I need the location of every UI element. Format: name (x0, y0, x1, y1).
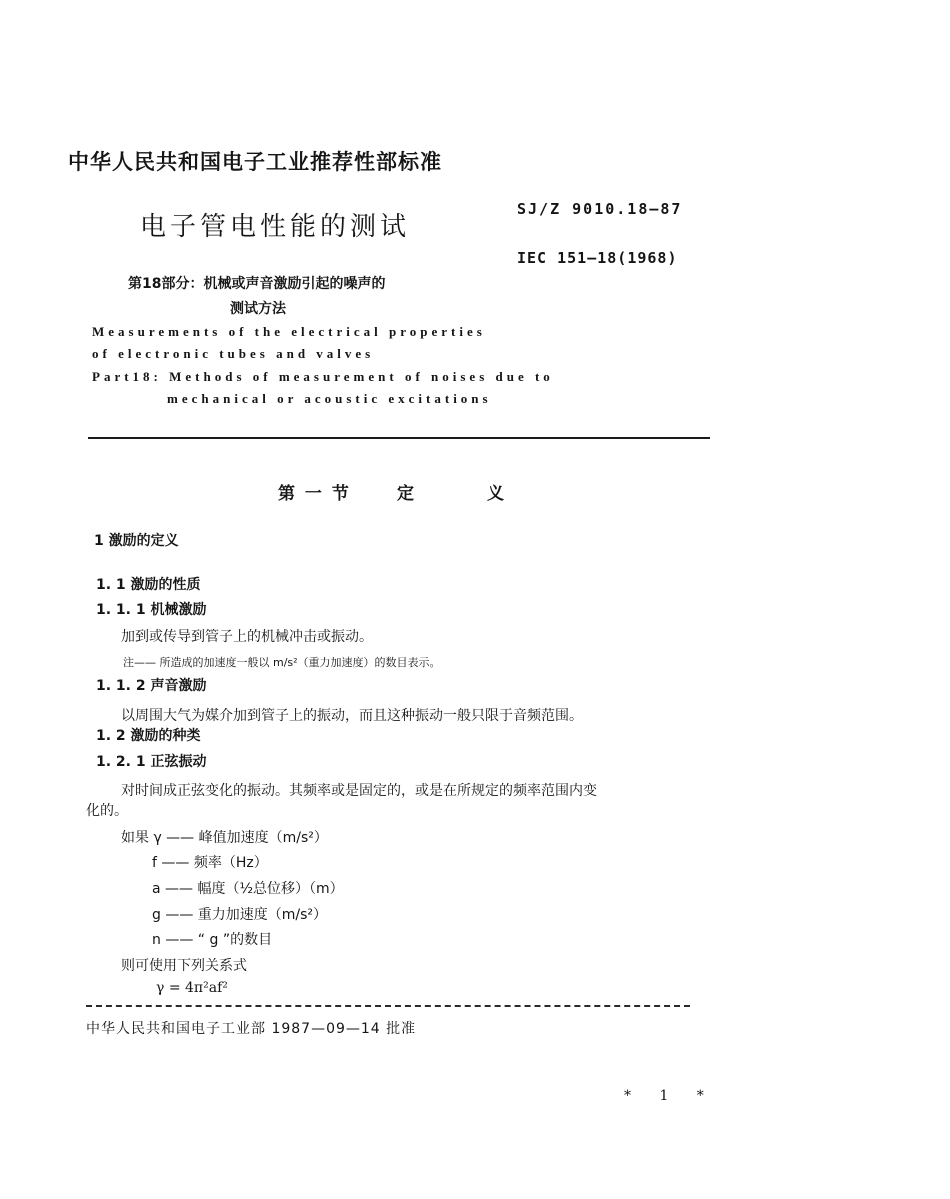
part-subtitle-line2: 测试方法 (230, 301, 286, 317)
section-title-char1: 定 (397, 484, 414, 504)
footer-divider (86, 1005, 690, 1007)
definition-n: n —— “ g ”的数目 (152, 932, 273, 948)
english-title-line4: mechanical or acoustic excitations (167, 391, 492, 406)
english-title-line3: Part18: Methods of measurement of noises due to (92, 369, 554, 384)
english-title-line2: of electronic tubes and valves (92, 346, 375, 361)
section-title-char2: 义 (487, 484, 504, 504)
document-title: 电子管电性能的测试 (140, 212, 411, 242)
clause-1-2-1-heading: 1. 2. 1 正弦振动 (96, 754, 207, 770)
clause-1-1-heading: 1. 1 激励的性质 (96, 577, 201, 593)
definition-g: g —— 重力加速度（m/s²） (152, 907, 328, 923)
relation-intro: 则可使用下列关系式 (121, 958, 247, 974)
definition-f: f —— 频率（Hz） (152, 855, 268, 871)
header-divider (88, 437, 710, 439)
section-number: 第 一 节 (278, 484, 351, 504)
clause-1-1-2-heading: 1. 1. 2 声音激励 (96, 678, 207, 694)
clause-1-2-1-text-line1: 对时间成正弦变化的振动。其频率或是固定的，或是在所规定的频率范围内变 (121, 783, 597, 799)
issuing-authority: 中华人民共和国电子工业推荐性部标准 (68, 150, 442, 174)
page-number: * 1 * (624, 1088, 716, 1104)
approval-line: 中华人民共和国电子工业部 1987—09—14 批准 (86, 1021, 417, 1037)
clause-1-1-1-heading: 1. 1. 1 机械激励 (96, 602, 207, 618)
clause-1-2-heading: 1. 2 激励的种类 (96, 728, 201, 744)
clause-1-heading: 1 激励的定义 (94, 533, 179, 549)
definition-gamma: 如果 γ —— 峰值加速度（m/s²） (121, 830, 328, 846)
iec-code: IEC 151—18(1968) (517, 249, 678, 267)
formula: γ = 4π²af² (156, 980, 228, 996)
part-subtitle-line1: 第18部分：机械或声音激励引起的噪声的 (128, 276, 386, 292)
clause-1-1-2-text: 以周围大气为媒介加到管子上的振动，而且这种振动一般只限于音频范围。 (121, 708, 583, 724)
standard-code: SJ/Z 9010.18—87 (517, 200, 683, 218)
english-title-line1: Measurements of the electrical properties (92, 324, 486, 339)
clause-1-2-1-text-line2: 化的。 (86, 803, 128, 819)
definition-a: a —— 幅度（½总位移）（m） (152, 881, 344, 897)
clause-1-1-1-text: 加到或传导到管子上的机械冲击或振动。 (121, 629, 373, 645)
note-1: 注—— 所造成的加速度一般以 m/s²（重力加速度）的数目表示。 (123, 656, 441, 669)
